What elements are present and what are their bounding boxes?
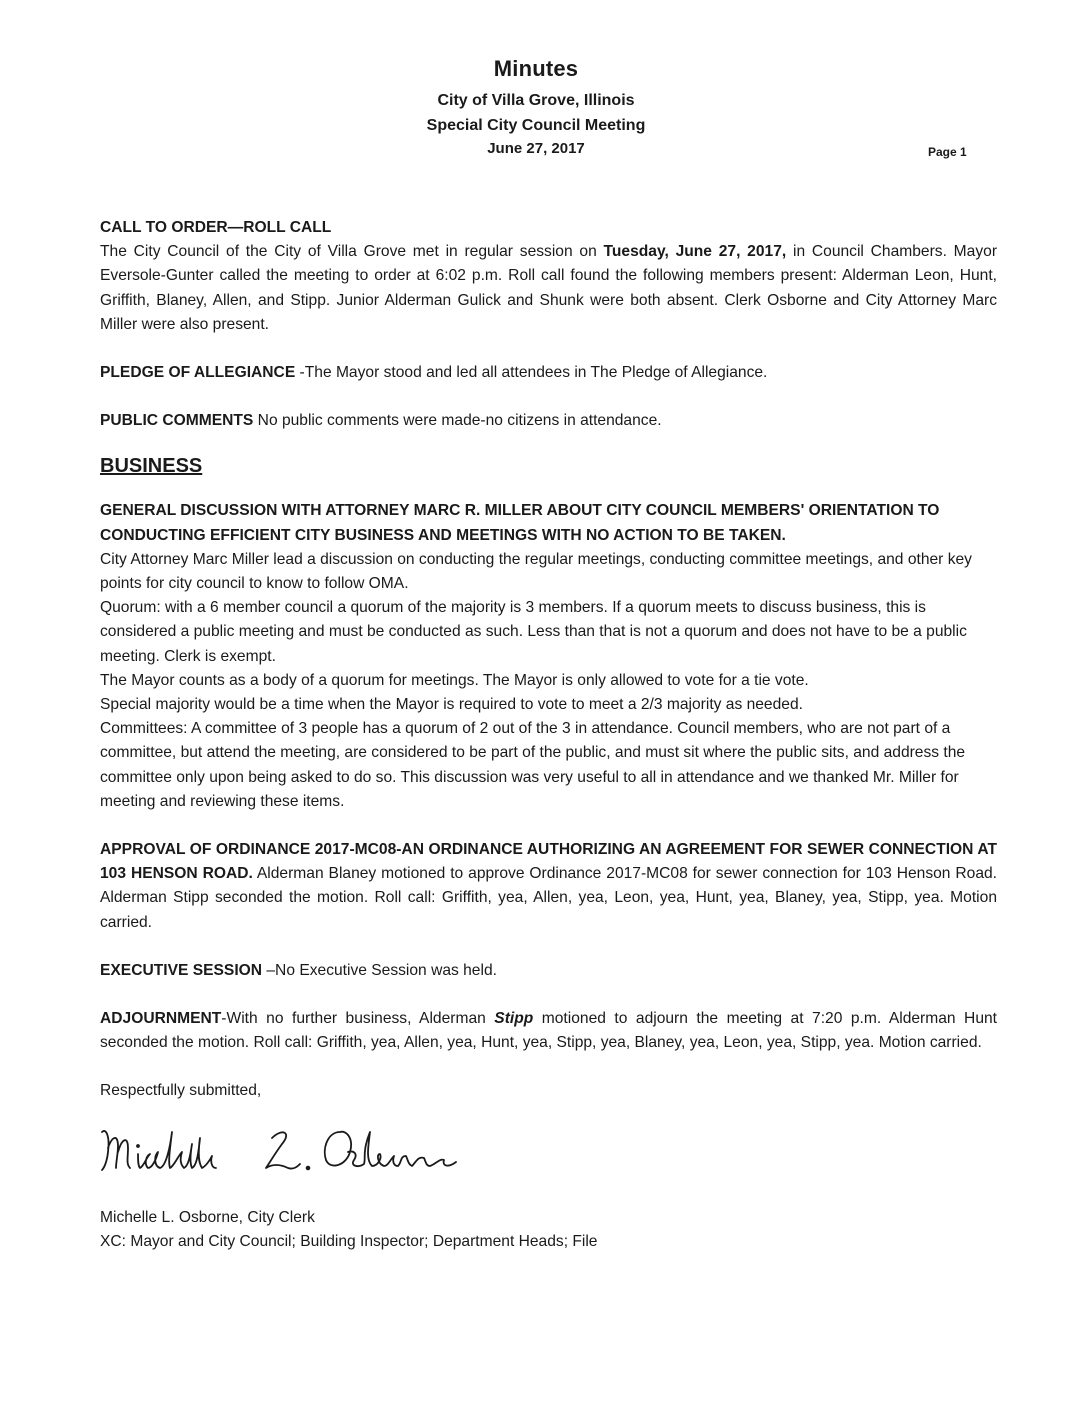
call-to-order-paragraph: [100, 240, 997, 337]
call-to-order-date: Tuesday, June 27, 2017,: [603, 243, 787, 261]
pledge-label: PLEDGE OF ALLEGIANCE: [100, 364, 296, 382]
call-to-order-heading: CALL TO ORDER—ROLL CALL: [100, 219, 332, 236]
adjournment-label: ADJOURNMENT: [100, 1010, 222, 1028]
general-discussion-heading: GENERAL DISCUSSION WITH ATTORNEY MARC R. MILLER ABOUT CITY COUNCIL MEMBERS' ORIENTATION TO CONDUCTING EFFICIENT CITY BUSINESS AND MEETINGS WITH NO ACTION TO BE TAKEN.: [100, 502, 940, 544]
adjournment-paragraph: [100, 1007, 997, 1055]
executive-session-paragraph: [100, 959, 997, 983]
general-discussion-p3: The Mayor counts as a body of a quorum for meetings. The Mayor is only allowed to vote for a tie vote.: [100, 671, 809, 689]
pledge-paragraph: [100, 361, 997, 385]
business-heading: BUSINESS: [100, 455, 203, 478]
ordinance-label: APPROVAL OF ORDINANCE 2017-MC08-AN ORDINANCE AUTHORIZING AN AGREEMENT FOR SEWER CONNECTION AT 103 HENSON ROAD.: [100, 841, 997, 883]
page-title: Minutes: [493, 56, 579, 81]
distribution-list: XC: Mayor and City Council; Building Inspector; Department Heads; File: [100, 1232, 598, 1250]
city-name: City of Villa Grove, Illinois: [437, 92, 635, 109]
document-header: [0, 56, 1072, 160]
general-discussion-p2: Quorum: with a 6 member council a quorum of the majority is 3 members. If a quorum meets to discuss business, this is considered a public meeting and must be conducted as such. Less than that is not a quorum and does not have to be a public meeting. Clerk is exempt.: [100, 599, 967, 665]
adjournment-name: Stipp: [494, 1010, 534, 1028]
page-number: Page 1: [928, 145, 967, 159]
ordinance-text: Alderman Blaney motioned to approve Ordinance 2017-MC08 for sewer connection for 103 Henson Road. Alderman Stipp seconded the motion. Roll call: Griffith, yea, Allen, yea, Leon, yea, Hunt, yea, Blaney, yea, Stipp, yea. Motion carried.: [100, 865, 997, 931]
meeting-type: Special City Council Meeting: [426, 117, 646, 134]
ordinance-paragraph: [100, 838, 997, 935]
public-comments-paragraph: [100, 409, 997, 433]
general-discussion-p1: City Attorney Marc Miller lead a discussion on conducting the regular meetings, conducting committee meetings, and other key points for city council to know to follow OMA.: [100, 550, 972, 593]
handwritten-signature: [96, 1118, 476, 1188]
meeting-date: June 27, 2017: [487, 140, 585, 157]
executive-session-text: –No Executive Session was held.: [262, 961, 497, 979]
executive-session-label: EXECUTIVE SESSION: [100, 961, 263, 979]
general-discussion-p4: Special majority would be a time when the Mayor is required to vote to meet a 2/3 majority as needed.: [100, 696, 803, 714]
clerk-name: Michelle L. Osborne, City Clerk: [100, 1208, 315, 1226]
call-to-order-text-1: The City Council of the City of Villa Grove met in regular session on: [100, 243, 604, 261]
adjournment-text-2: motioned to adjourn the meeting at 7:20 p.m. Alderman Hunt seconded the motion. Roll call: Griffith, yea, Allen, yea, Hunt, yea, Stipp, yea, Blaney, yea, Leon, yea, Stipp, yea. Motion carried.: [100, 1010, 997, 1052]
call-to-order-text-2: in Council Chambers. Mayor Eversole-Gunter called the meeting to order at 6:02 p.m. Roll call found the following members present: Alderman Leon, Hunt, Griffith, Blaney, Allen, and Stipp. Junior Alderman Gulick and Shunk were both absent. Clerk Osborne and City Attorney Marc Miller were also present.: [100, 243, 998, 333]
adjournment-text-1: -With no further business, Alderman: [221, 1010, 495, 1028]
document-body: [100, 216, 997, 1254]
public-comments-label: PUBLIC COMMENTS: [100, 412, 254, 430]
respectfully-submitted: Respectfully submitted,: [100, 1082, 262, 1100]
pledge-text: -The Mayor stood and led all attendees in The Pledge of Allegiance.: [295, 364, 768, 382]
general-discussion-p5: Committees: A committee of 3 people has a quorum of 2 out of the 3 in attendance. Council members, who are not part of a committee, but attend the meeting, are considered to be part of the public, and must sit where the public sits, and address the committee only upon being asked to do so. This discussion was very useful to all in attendance and we thanked Mr. Miller for meeting and reviewing these items.: [100, 720, 966, 810]
public-comments-text: No public comments were made-no citizens in attendance.: [253, 412, 662, 430]
